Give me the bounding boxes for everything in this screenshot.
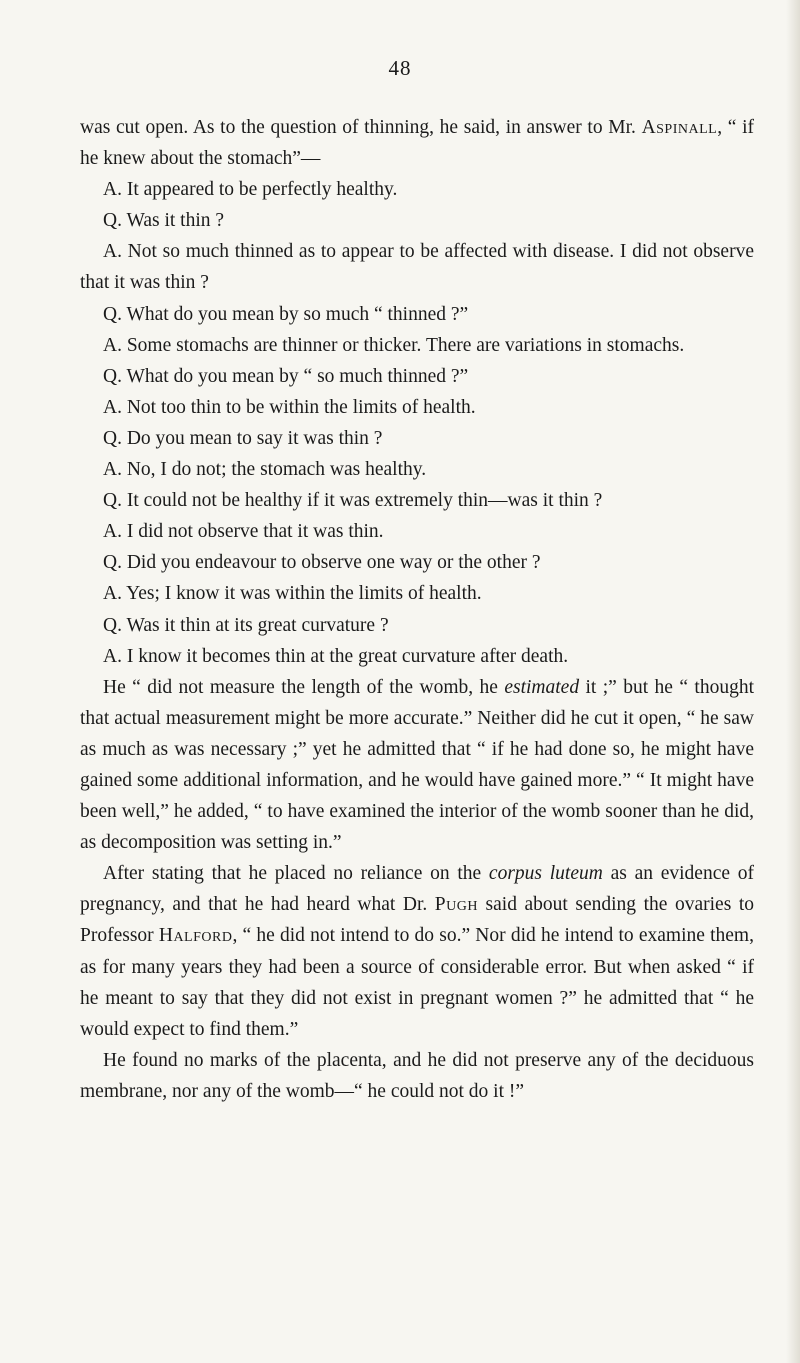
answer-paragraph: A. No, I do not; the stomach was healthy. xyxy=(103,459,427,481)
answer-paragraph: A. Not so much thinned as to appear to be affected with disease. I did not observe that it was thin ? xyxy=(80,241,754,294)
emphasis-text: estimated xyxy=(504,676,580,698)
answer-paragraph: A. Some stomachs are thinner or thicker. There are variations in stomachs. xyxy=(103,334,685,356)
page-edge-shadow xyxy=(786,0,800,1363)
question-paragraph: Q. Was it thin ? xyxy=(103,210,225,232)
answer-paragraph: A. Not too thin to be within the limits of health. xyxy=(103,396,476,418)
person-name: Halford xyxy=(158,925,233,947)
paragraph-continuation: was cut open. As to the question of thinning, he said, in answer to Mr. Aspinall, “ if he knew about the stomach”— xyxy=(80,117,754,170)
answer-paragraph: A. It appeared to be perfectly healthy. xyxy=(103,179,398,201)
answer-paragraph: A. Yes; I know it was within the limits of health. xyxy=(103,583,482,605)
person-name: Aspinall xyxy=(641,117,718,138)
narrative-paragraph: He found no marks of the placenta, and he did not preserve any of the deciduous membrane, nor any of the womb—“ he could not do it !” xyxy=(80,1049,754,1102)
question-paragraph: Q. What do you mean by so much “ thinned ?” xyxy=(103,303,469,325)
question-paragraph: Q. Was it thin at its great curvature ? xyxy=(103,614,389,636)
answer-paragraph: A. I know it becomes thin at the great curvature after death. xyxy=(103,645,569,667)
emphasis-text: corpus luteum xyxy=(488,863,603,885)
person-name: Pugh xyxy=(434,894,478,916)
narrative-paragraph: He “ did not measure the length of the womb, he estimated it ;” but he “ thought that actual measurement might be more accurate.” Neither did he cut it open, “ he saw as much as was necessary ;” yet he admitted that “ if he had done so, he might have gained some additional information, and he would have gained more.” “ It might have been well,” he added, “ to have examined the interior of the womb sooner than he did, as decomposition was setting in.” xyxy=(80,676,754,854)
question-paragraph: Q. Did you endeavour to observe one way or the other ? xyxy=(103,552,541,574)
question-paragraph: Q. It could not be healthy if it was extremely thin—was it thin ? xyxy=(103,490,603,512)
page-body xyxy=(80,112,754,1107)
narrative-paragraph: After stating that he placed no reliance on the corpus luteum as an evidence of pregnancy, and that he had heard what Dr. Pugh said about sending the ovaries to Professor Halford, “ he did not intend to do so.” Nor did he intend to examine them, as for many years they had been a source of considerable error. But when asked “ if he meant to say that they did not exist in pregnant women ?” he admitted that “ he would expect to find them.” xyxy=(80,863,755,1040)
page-number: 48 xyxy=(388,56,412,80)
answer-paragraph: A. I did not observe that it was thin. xyxy=(103,521,384,543)
question-paragraph: Q. Do you mean to say it was thin ? xyxy=(103,427,383,449)
question-paragraph: Q. What do you mean by “ so much thinned ?” xyxy=(103,365,469,387)
